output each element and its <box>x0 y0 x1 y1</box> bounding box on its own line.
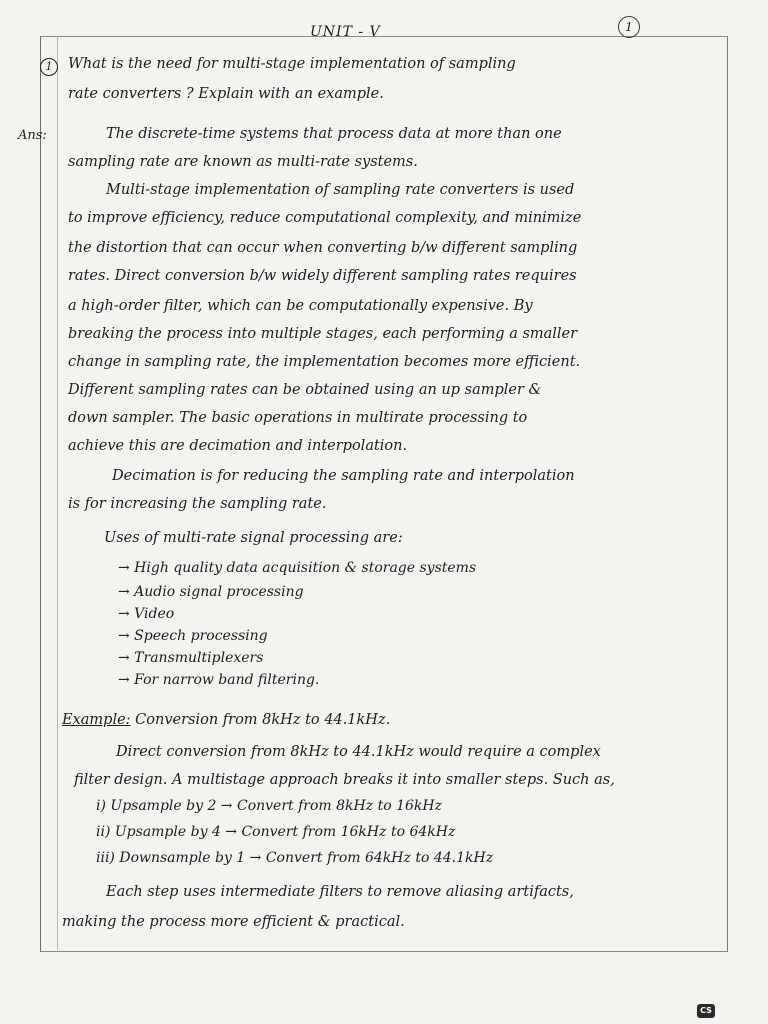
example-step: ii) Upsample by 4 → Convert from 16kHz to 64kHz <box>96 824 456 840</box>
answer-line: to improve efficiency, reduce computational complexity, and minimize <box>68 210 582 226</box>
answer-line: the distortion that can occur when converting b/w different sampling <box>68 240 578 256</box>
answer-line: rates. Direct conversion b/w widely different sampling rates requires <box>68 268 577 284</box>
uses-item: → For narrow band filtering. <box>118 672 320 688</box>
answer-line: sampling rate are known as multi-rate systems. <box>68 154 418 170</box>
answer-line: is for increasing the sampling rate. <box>68 496 327 512</box>
example-step: i) Upsample by 2 → Convert from 8kHz to 16kHz <box>96 798 442 814</box>
answer-line: achieve this are decimation and interpolation. <box>68 438 408 454</box>
example-line: Direct conversion from 8kHz to 44.1kHz would require a complex <box>116 744 601 760</box>
answer-line: change in sampling rate, the implementation becomes more efficient. <box>68 354 581 370</box>
example-title: Conversion from 8kHz to 44.1kHz. <box>135 712 391 728</box>
closing-line: Each step uses intermediate filters to remove aliasing artifacts, <box>106 884 574 900</box>
answer-line: down sampler. The basic operations in multirate processing to <box>68 410 528 426</box>
closing-line: making the process more efficient & practical. <box>62 914 405 930</box>
page-number: 1 <box>618 16 640 38</box>
answer-line: Decimation is for reducing the sampling rate and interpolation <box>112 468 575 484</box>
example-heading <box>62 712 390 728</box>
unit-heading: UNIT - V <box>310 24 381 40</box>
scanner-logo: CS <box>697 1004 715 1018</box>
uses-heading: Uses of multi-rate signal processing are: <box>104 530 403 546</box>
answer-label: Ans: <box>18 128 47 143</box>
answer-line: The discrete-time systems that process data at more than one <box>106 126 562 142</box>
answer-line: Different sampling rates can be obtained using an up sampler & <box>68 382 542 398</box>
answer-line: a high-order filter, which can be computationally expensive. By <box>68 298 533 314</box>
question-line: What is the need for multi-stage implementation of sampling <box>68 56 516 72</box>
example-step: iii) Downsample by 1 → Convert from 64kHz to 44.1kHz <box>96 850 494 866</box>
uses-item: → High quality data acquisition & storage systems <box>118 560 477 576</box>
uses-item: → Video <box>118 606 175 622</box>
answer-line: Multi-stage implementation of sampling rate converters is used <box>106 182 575 198</box>
uses-item: → Audio signal processing <box>118 584 304 600</box>
question-number: 1 <box>40 58 58 76</box>
answer-line: breaking the process into multiple stages, each performing a smaller <box>68 326 578 342</box>
example-line: filter design. A multistage approach breaks it into smaller steps. Such as, <box>74 772 615 788</box>
question-line: rate converters ? Explain with an example. <box>68 86 384 102</box>
page-border <box>40 36 728 952</box>
uses-item: → Speech processing <box>118 628 268 644</box>
uses-item: → Transmultiplexers <box>118 650 264 666</box>
margin-line <box>57 36 58 950</box>
example-label: Example: <box>62 712 131 728</box>
